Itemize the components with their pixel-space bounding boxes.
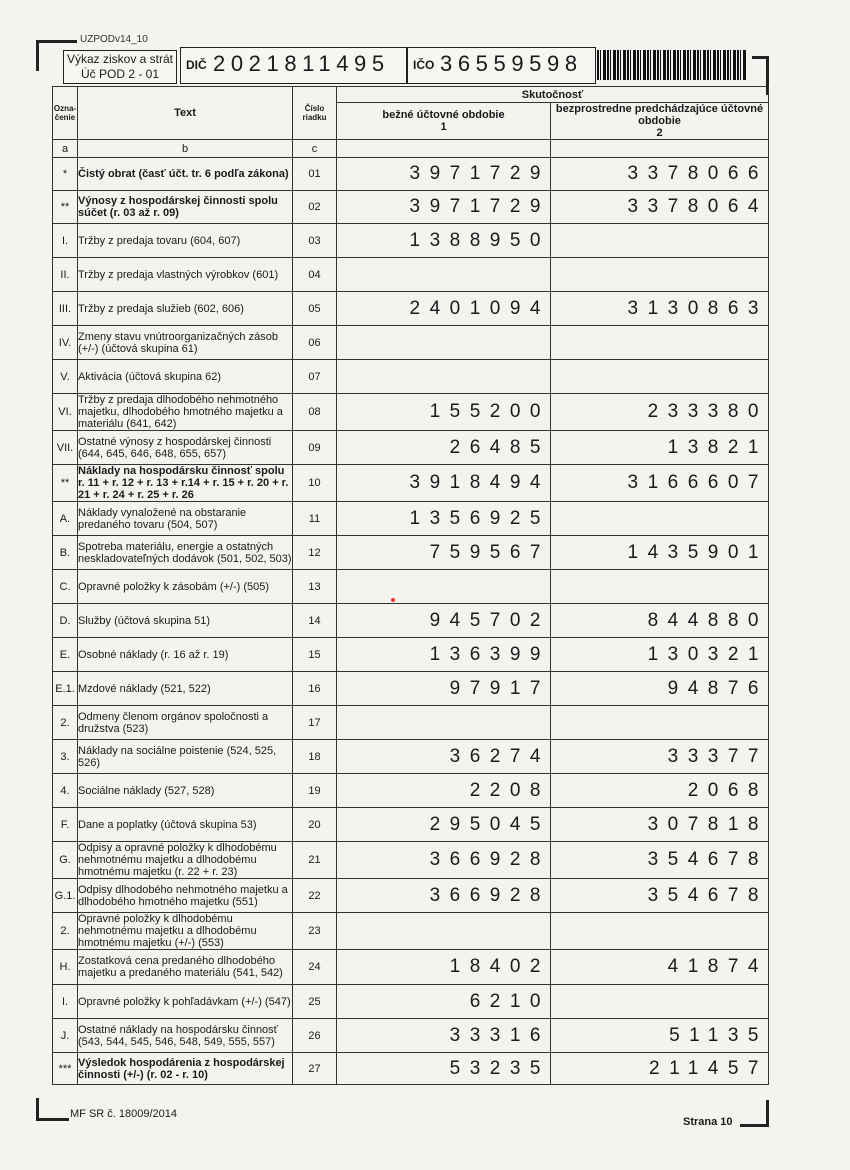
row-mark: A. [53, 502, 78, 536]
value-current-period: 1356925 [337, 502, 551, 536]
ico-label: IČO [413, 58, 435, 72]
row-mark: H. [53, 950, 78, 985]
row-text: Opravné položky k zásobám (+/-) (505) [78, 570, 293, 604]
red-dot-mark [391, 598, 395, 602]
row-number: 17 [293, 706, 337, 740]
value-previous-period: 51135 [551, 1019, 769, 1053]
table-row [53, 985, 769, 1019]
table-row [53, 740, 769, 774]
row-text: Opravné položky k dlhodobému nehmotnému majetku a dlhodobému hmotnému majetku (+/-) (553) [78, 913, 293, 950]
value-previous-period: 3378066 [551, 158, 769, 191]
row-number: 15 [293, 638, 337, 672]
row-mark: ** [53, 191, 78, 224]
value-previous-period: 354678 [551, 842, 769, 879]
row-number: 08 [293, 394, 337, 431]
table-row [53, 536, 769, 570]
table-row [53, 191, 769, 224]
value-current-period: 945702 [337, 604, 551, 638]
row-mark: I. [53, 985, 78, 1019]
value-previous-period: 3130863 [551, 292, 769, 326]
col-head-current-no: 1 [440, 121, 447, 133]
table-row [53, 326, 769, 360]
value-previous-period: 130321 [551, 638, 769, 672]
value-previous-period [551, 502, 769, 536]
table-row [53, 879, 769, 913]
row-text: Zostatková cena predaného dlhodobého majetku a predaného materiálu (541, 542) [78, 950, 293, 985]
table-row [53, 808, 769, 842]
row-mark: G. [53, 842, 78, 879]
value-current-period: 136399 [337, 638, 551, 672]
row-mark: E.1. [53, 672, 78, 706]
value-previous-period: 33377 [551, 740, 769, 774]
row-number: 09 [293, 431, 337, 465]
table-row [53, 706, 769, 740]
value-current-period: 53235 [337, 1053, 551, 1085]
income-statement-table [52, 86, 769, 1085]
row-text: Dane a poplatky (účtová skupina 53) [78, 808, 293, 842]
value-previous-period [551, 570, 769, 604]
value-current-period: 97917 [337, 672, 551, 706]
value-current-period [337, 360, 551, 394]
col-head-row-no: Číslo riadku [293, 87, 337, 140]
value-current-period: 33316 [337, 1019, 551, 1053]
value-current-period: 759567 [337, 536, 551, 570]
row-number: 21 [293, 842, 337, 879]
row-mark: B. [53, 536, 78, 570]
value-previous-period: 233380 [551, 394, 769, 431]
value-previous-period: 211457 [551, 1053, 769, 1085]
dic-box [180, 47, 407, 84]
row-mark: J. [53, 1019, 78, 1053]
col-head-current-label: bežné účtovné obdobie [382, 109, 505, 121]
value-current-period: 2208 [337, 774, 551, 808]
value-current-period: 366928 [337, 842, 551, 879]
row-text: Zmeny stavu vnútroorganizačných zásob (+/-) (účtová skupina 61) [78, 326, 293, 360]
row-mark: F. [53, 808, 78, 842]
row-number: 04 [293, 258, 337, 292]
table-row [53, 394, 769, 431]
value-previous-period: 307818 [551, 808, 769, 842]
table-row [53, 431, 769, 465]
table-row [53, 570, 769, 604]
row-mark: ** [53, 465, 78, 502]
row-text: Tržby z predaja dlhodobého nehmotného majetku, dlhodobého hmotného majetku a materiálu (641, 642) [78, 394, 293, 431]
row-mark: III. [53, 292, 78, 326]
row-number: 20 [293, 808, 337, 842]
report-form-id: Úč POD 2 - 01 [80, 67, 160, 81]
col-head-text: Text [78, 87, 293, 140]
row-number: 22 [293, 879, 337, 913]
table-row [53, 1053, 769, 1085]
row-mark: C. [53, 570, 78, 604]
corner-mark-bottom-right [740, 1100, 769, 1127]
col-head-previous [551, 103, 769, 140]
col-letter-1 [337, 140, 551, 158]
value-previous-period [551, 913, 769, 950]
value-current-period [337, 326, 551, 360]
row-number: 24 [293, 950, 337, 985]
dic-value: 2021811495 [213, 51, 390, 76]
row-mark: * [53, 158, 78, 191]
form-code: UZPODv14_10 [80, 34, 148, 45]
row-number: 12 [293, 536, 337, 570]
row-text: Aktivácia (účtová skupina 62) [78, 360, 293, 394]
value-previous-period [551, 706, 769, 740]
value-previous-period [551, 258, 769, 292]
row-number: 13 [293, 570, 337, 604]
row-mark: 2. [53, 706, 78, 740]
row-number: 05 [293, 292, 337, 326]
row-text: Odmeny členom orgánov spoločnosti a družstva (523) [78, 706, 293, 740]
table-row [53, 158, 769, 191]
footer-page-number: Strana 10 [683, 1116, 733, 1128]
row-text: Mzdové náklady (521, 522) [78, 672, 293, 706]
row-number: 02 [293, 191, 337, 224]
row-number: 06 [293, 326, 337, 360]
table-row [53, 1019, 769, 1053]
value-previous-period: 13821 [551, 431, 769, 465]
row-mark: D. [53, 604, 78, 638]
value-current-period: 36274 [337, 740, 551, 774]
value-previous-period: 1435901 [551, 536, 769, 570]
value-current-period: 366928 [337, 879, 551, 913]
row-text: Náklady vynaložené na obstaranie predaného tovaru (504, 507) [78, 502, 293, 536]
value-current-period [337, 913, 551, 950]
table-row [53, 258, 769, 292]
ico-value: 36559598 [440, 51, 583, 76]
table-row [53, 913, 769, 950]
col-letter-a: a [53, 140, 78, 158]
row-text: Náklady na hospodársku činnosť spolu r. 11 + r. 12 + r. 13 + r.14 + r. 15 + r. 20 + r. 21 + r. 24 + r. 25 + r. 26 [78, 465, 293, 502]
barcode-image [597, 50, 747, 80]
row-number: 25 [293, 985, 337, 1019]
value-current-period: 18402 [337, 950, 551, 985]
row-number: 03 [293, 224, 337, 258]
report-title: Výkaz ziskov a strát [66, 52, 174, 66]
row-mark: II. [53, 258, 78, 292]
row-text: Výnosy z hospodárskej činnosti spolu súčet (r. 03 až r. 09) [78, 191, 293, 224]
report-title-box [63, 50, 177, 84]
row-mark: E. [53, 638, 78, 672]
footer-regulation: MF SR č. 18009/2014 [70, 1108, 178, 1120]
row-mark: V. [53, 360, 78, 394]
col-head-mark: Ozna-čenie [53, 87, 78, 140]
row-mark: I. [53, 224, 78, 258]
row-number: 19 [293, 774, 337, 808]
value-current-period [337, 258, 551, 292]
row-number: 11 [293, 502, 337, 536]
col-head-previous-no: 2 [656, 127, 663, 139]
value-current-period: 155200 [337, 394, 551, 431]
row-text: Odpisy dlhodobého nehmotného majetku a dlhodobého hmotného majetku (551) [78, 879, 293, 913]
value-previous-period: 844880 [551, 604, 769, 638]
value-previous-period: 94876 [551, 672, 769, 706]
row-mark: *** [53, 1053, 78, 1085]
row-number: 26 [293, 1019, 337, 1053]
value-current-period: 3971729 [337, 191, 551, 224]
table-row [53, 672, 769, 706]
col-head-previous-label: bezprostredne predchádzajúce účtovné obdobie [555, 103, 764, 127]
value-previous-period: 2068 [551, 774, 769, 808]
value-previous-period: 41874 [551, 950, 769, 985]
row-mark: VI. [53, 394, 78, 431]
dic-label: DIČ [186, 58, 207, 72]
row-number: 18 [293, 740, 337, 774]
row-text: Osobné náklady (r. 16 až r. 19) [78, 638, 293, 672]
row-text: Ostatné výnosy z hospodárskej činnosti (644, 645, 646, 648, 655, 657) [78, 431, 293, 465]
row-mark: IV. [53, 326, 78, 360]
row-number: 23 [293, 913, 337, 950]
table-row [53, 604, 769, 638]
table-row [53, 950, 769, 985]
row-text: Služby (účtová skupina 51) [78, 604, 293, 638]
row-text: Tržby z predaja tovaru (604, 607) [78, 224, 293, 258]
table-row [53, 360, 769, 394]
table-row [53, 638, 769, 672]
table-row [53, 465, 769, 502]
table-row [53, 502, 769, 536]
col-letter-b: b [78, 140, 293, 158]
value-previous-period [551, 326, 769, 360]
row-number: 10 [293, 465, 337, 502]
table-row [53, 774, 769, 808]
value-current-period: 295045 [337, 808, 551, 842]
value-current-period: 2401094 [337, 292, 551, 326]
row-text: Sociálne náklady (527, 528) [78, 774, 293, 808]
table-row [53, 842, 769, 879]
row-text: Tržby z predaja vlastných výrobkov (601) [78, 258, 293, 292]
value-previous-period: 354678 [551, 879, 769, 913]
row-number: 16 [293, 672, 337, 706]
col-letter-2 [551, 140, 769, 158]
row-mark: G.1. [53, 879, 78, 913]
row-text: Ostatné náklady na hospodársku činnosť (543, 544, 545, 546, 548, 549, 555, 557) [78, 1019, 293, 1053]
col-letter-c: c [293, 140, 337, 158]
row-number: 27 [293, 1053, 337, 1085]
row-mark: 3. [53, 740, 78, 774]
table-row [53, 224, 769, 258]
value-current-period: 6210 [337, 985, 551, 1019]
value-current-period: 26485 [337, 431, 551, 465]
row-number: 01 [293, 158, 337, 191]
value-previous-period [551, 224, 769, 258]
value-current-period [337, 570, 551, 604]
row-number: 07 [293, 360, 337, 394]
row-number: 14 [293, 604, 337, 638]
row-text: Odpisy a opravné položky k dlhodobému nehmotnému majetku a dlhodobému hmotnému majetku (r. 22 + r. 23) [78, 842, 293, 879]
col-head-group: Skutočnosť [337, 87, 769, 103]
row-text: Náklady na sociálne poistenie (524, 525, 526) [78, 740, 293, 774]
table-row [53, 292, 769, 326]
col-head-current [337, 103, 551, 140]
value-current-period: 1388950 [337, 224, 551, 258]
row-mark: VII. [53, 431, 78, 465]
row-text: Tržby z predaja služieb (602, 606) [78, 292, 293, 326]
value-previous-period: 3378064 [551, 191, 769, 224]
value-previous-period [551, 360, 769, 394]
value-current-period: 3918494 [337, 465, 551, 502]
corner-mark-bottom-left [36, 1098, 69, 1121]
row-text: Výsledok hospodárenia z hospodárskej činnosti (+/-) (r. 02 - r. 10) [78, 1053, 293, 1085]
row-mark: 2. [53, 913, 78, 950]
value-current-period [337, 706, 551, 740]
ico-box [407, 47, 596, 84]
row-text: Opravné položky k pohľadávkam (+/-) (547) [78, 985, 293, 1019]
value-current-period: 3971729 [337, 158, 551, 191]
row-mark: 4. [53, 774, 78, 808]
value-previous-period: 3166607 [551, 465, 769, 502]
row-text: Spotreba materiálu, energie a ostatných neskladovateľných dodávok (501, 502, 503) [78, 536, 293, 570]
row-text: Čistý obrat (časť účt. tr. 6 podľa zákona) [78, 158, 293, 191]
value-previous-period [551, 985, 769, 1019]
